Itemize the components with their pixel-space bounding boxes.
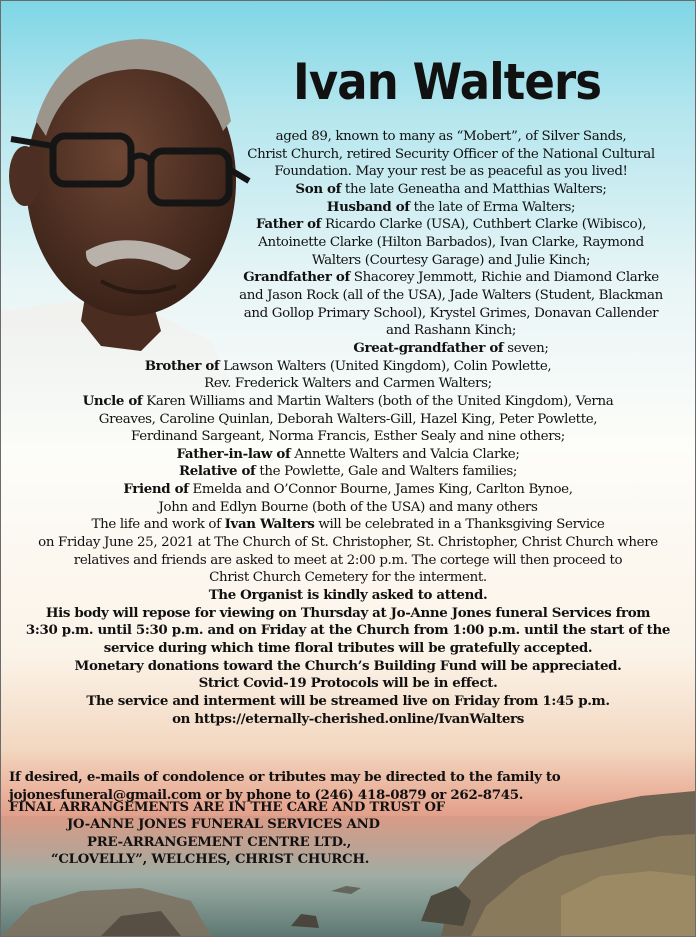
service-note: service during which time floral tributes will be gratefully accepted. bbox=[103, 640, 593, 657]
deceased-name: Ivan Walters bbox=[293, 53, 602, 111]
relation-line bbox=[1, 446, 695, 464]
relation-text: and Gollop Primary School), Krystel Grimes, Donavan Callender bbox=[243, 305, 659, 321]
relation-line bbox=[207, 322, 695, 340]
arrangement-line: JO-ANNE JONES FUNERAL SERVICES AND bbox=[67, 817, 380, 833]
funeral-arrangements bbox=[9, 799, 445, 869]
relation-label: Husband of bbox=[326, 198, 410, 215]
intro-line bbox=[207, 163, 695, 181]
contact-line: jojonesfuneral@gmail.com or by phone to (246) 418-0879 or 262-8745. bbox=[9, 786, 524, 803]
relation-text: the late of Erma Walters; bbox=[409, 199, 576, 215]
arrangement-line: PRE-ARRANGEMENT CENTRE LTD., bbox=[87, 834, 352, 850]
relation-label: Friend of bbox=[123, 481, 189, 498]
relation-label: Relative of bbox=[178, 463, 256, 480]
service-line: on Friday June 25, 2021 at The Church of St. Christopher, St. Christopher, Christ Church where bbox=[38, 535, 658, 551]
relation-text: Antoinette Clarke (Hilton Barbados), Ivan Clarke, Raymond bbox=[258, 234, 644, 250]
relation-line bbox=[1, 411, 695, 429]
relation-text: seven; bbox=[503, 340, 549, 356]
service-line: relatives and friends are asked to meet at 2:00 p.m. The cortege will then proceed to bbox=[73, 552, 623, 568]
relation-text: the late Geneatha and Matthias Walters; bbox=[341, 181, 607, 197]
service-notes bbox=[1, 587, 695, 728]
contact-line: If desired, e-mails of condolence or tributes may be directed to the family to bbox=[9, 769, 561, 785]
relation-label: Brother of bbox=[144, 357, 220, 374]
intro-line bbox=[207, 128, 695, 146]
relation-text: Shacorey Jemmott, Richie and Diamond Clarke bbox=[349, 270, 659, 286]
relation-text: Lawson Walters (United Kingdom), Colin Powlette, bbox=[219, 358, 552, 374]
relation-line bbox=[207, 305, 695, 323]
relation-label: Father-in-law of bbox=[176, 445, 291, 462]
relation-label: Grandfather of bbox=[243, 269, 350, 286]
relation-line bbox=[1, 358, 695, 376]
service-note: 3:30 p.m. until 5:30 p.m. and on Friday at the Church from 1:00 p.m. until the start of the bbox=[25, 622, 671, 639]
relation-text: Ferdinand Sargeant, Norma Francis, Esther Sealy and nine others; bbox=[131, 429, 565, 445]
extended-relations-section bbox=[1, 358, 695, 517]
relation-text: John and Edlyn Bourne (both of the USA) and many others bbox=[158, 499, 538, 515]
livestream-link[interactable]: on https://eternally-cherished.online/IvanWalters bbox=[172, 710, 524, 727]
service-note: His body will repose for viewing on Thursday at Jo-Anne Jones funeral Services from bbox=[45, 604, 651, 621]
relation-text: Emelda and O’Connor Bourne, James King, Carlton Bynoe, bbox=[188, 482, 573, 498]
relation-label: Great-grandfather of bbox=[353, 339, 504, 356]
relation-text: Annette Walters and Valcia Clarke; bbox=[290, 446, 520, 462]
relation-line bbox=[207, 234, 695, 252]
relation-text: Karen Williams and Martin Walters (both of the United Kingdom), Verna bbox=[142, 393, 614, 409]
relation-label: Son of bbox=[295, 180, 342, 197]
relation-line bbox=[1, 499, 695, 517]
arrangement-line: FINAL ARRANGEMENTS ARE IN THE CARE AND TRUST OF bbox=[9, 800, 445, 815]
service-note: The Organist is kindly asked to attend. bbox=[208, 587, 488, 604]
relation-line bbox=[1, 481, 695, 499]
relation-line bbox=[1, 393, 695, 411]
intro-line bbox=[207, 146, 695, 164]
relation-line bbox=[207, 287, 695, 305]
service-text: will be celebrated in a Thanksgiving Service bbox=[314, 517, 605, 533]
relation-line bbox=[207, 216, 695, 234]
relation-line bbox=[207, 199, 695, 217]
relation-line bbox=[1, 375, 695, 393]
service-note: Strict Covid-19 Protocols will be in effect. bbox=[198, 675, 498, 692]
relation-line bbox=[1, 428, 695, 446]
obituary-text bbox=[1, 128, 695, 728]
service-note: The service and interment will be streamed live on Friday from 1:45 p.m. bbox=[86, 693, 610, 709]
service-note: Monetary donations toward the Church’s Building Fund will be appreciated. bbox=[74, 657, 622, 674]
intro-text: Christ Church, retired Security Officer of the National Cultural bbox=[247, 146, 655, 162]
service-details bbox=[1, 516, 695, 587]
relation-line bbox=[1, 463, 695, 481]
relation-line bbox=[207, 269, 695, 287]
service-line: Christ Church Cemetery for the interment. bbox=[209, 570, 487, 586]
intro-text: aged 89, known to many as “Mobert”, of Silver Sands, bbox=[275, 129, 627, 144]
relation-text: and Rashann Kinch; bbox=[385, 323, 517, 339]
intro-text: Foundation. May your rest be as peaceful as you lived! bbox=[274, 164, 628, 180]
relation-label: Uncle of bbox=[82, 392, 143, 409]
relation-text: Ricardo Clarke (USA), Cuthbert Clarke (Wibisco), bbox=[321, 217, 647, 233]
relation-label: Father of bbox=[255, 216, 322, 233]
relation-text: Walters (Courtesy Garage) and Julie Kinch; bbox=[311, 252, 591, 268]
relation-line bbox=[207, 252, 695, 270]
intro-section bbox=[1, 128, 695, 181]
family-relations-section bbox=[1, 181, 695, 358]
relation-text: the Powlette, Gale and Walters families; bbox=[255, 464, 518, 480]
service-name: Ivan Walters bbox=[224, 516, 315, 533]
relation-line bbox=[207, 181, 695, 199]
relation-text: and Jason Rock (all of the USA), Jade Walters (Student, Blackman bbox=[239, 287, 663, 303]
relation-line bbox=[207, 340, 695, 358]
relation-text: Rev. Frederick Walters and Carmen Walters; bbox=[204, 376, 492, 392]
arrangement-line: “CLOVELLY”, WELCHES, CHRIST CHURCH. bbox=[51, 852, 370, 868]
relation-text: Greaves, Caroline Quinlan, Deborah Walters-Gill, Hazel King, Peter Powlette, bbox=[98, 411, 598, 427]
service-text: The life and work of bbox=[91, 517, 225, 533]
